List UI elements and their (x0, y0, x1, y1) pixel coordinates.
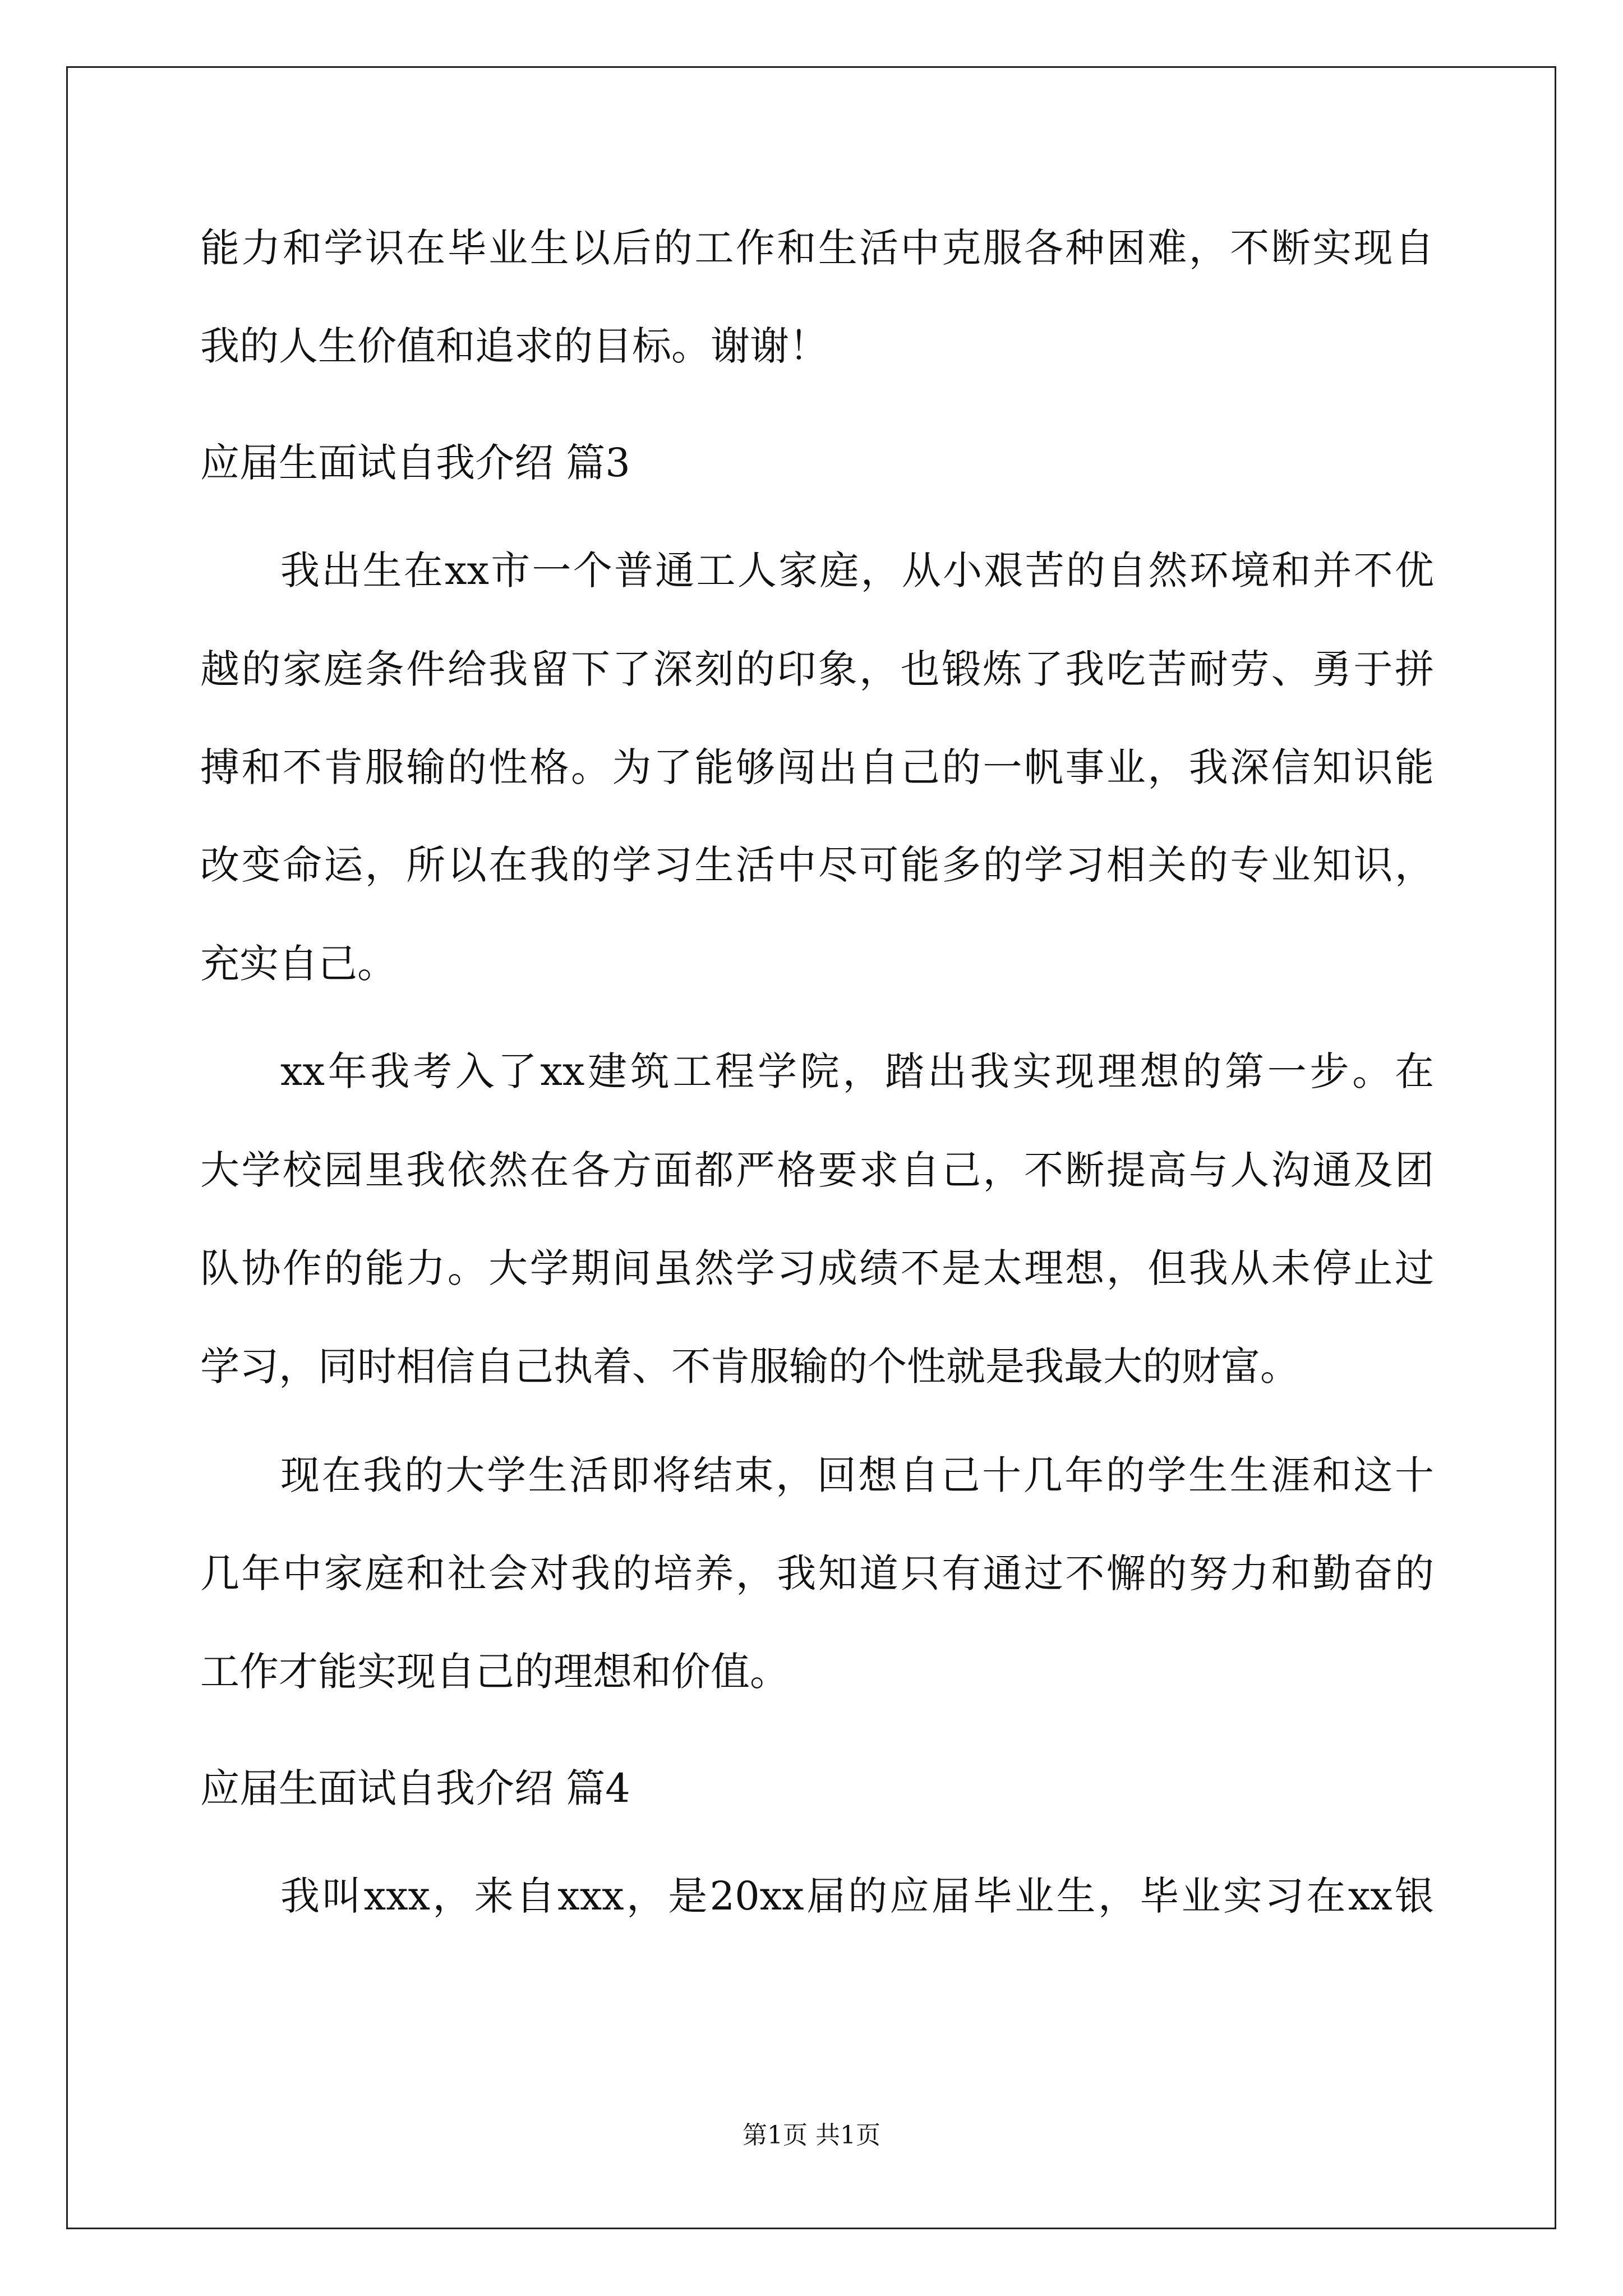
text-line: 现在我的大学生活即将结束，回想自己十几年的学生生涯和这十 (280, 1452, 1434, 1498)
text-line: 搏和不肯服输的性格。为了能够闯出自己的一帆事业，我深信知识能 (200, 744, 1434, 790)
text-line: 几年中家庭和社会对我的培养，我知道只有通过不懈的努力和勤奋的 (200, 1550, 1434, 1596)
section-heading: 应届生面试自我介绍 篇4 (200, 1765, 630, 1811)
text-line: 队协作的能力。大学期间虽然学习成绩不是太理想，但我从未停止过 (200, 1245, 1434, 1291)
text-line: 越的家庭条件给我留下了深刻的印象，也锻炼了我吃苦耐劳、勇于拼 (200, 646, 1434, 692)
text-line: 大学校园里我依然在各方面都严格要求自己，不断提高与人沟通及团 (200, 1147, 1434, 1193)
text-line: 能力和学识在毕业生以后的工作和生活中克服各种困难，不断实现自 (200, 225, 1434, 271)
section-heading: 应届生面试自我介绍 篇3 (200, 440, 630, 486)
text-line: 我出生在xx市一个普通工人家庭，从小艰苦的自然环境和并不优 (280, 547, 1434, 593)
text-line: 改变命运，所以在我的学习生活中尽可能多的学习相关的专业知识， (200, 842, 1434, 888)
text-line: 充实自己。 (200, 941, 396, 987)
text-line: xx年我考入了xx建筑工程学院，踏出我实现理想的第一步。在 (280, 1048, 1434, 1094)
text-line: 工作才能实现自己的理想和价值。 (200, 1649, 789, 1695)
text-line: 我的人生价值和追求的目标。谢谢！ (200, 323, 828, 369)
page-footer: 第1页 共1页 (743, 2121, 880, 2150)
text-line: 学习，同时相信自己执着、不肯服输的个性就是我最大的财富。 (200, 1343, 1299, 1389)
text-line: 我叫xxx，来自xxx，是20xx届的应届毕业生，毕业实习在xx银 (280, 1873, 1434, 1919)
